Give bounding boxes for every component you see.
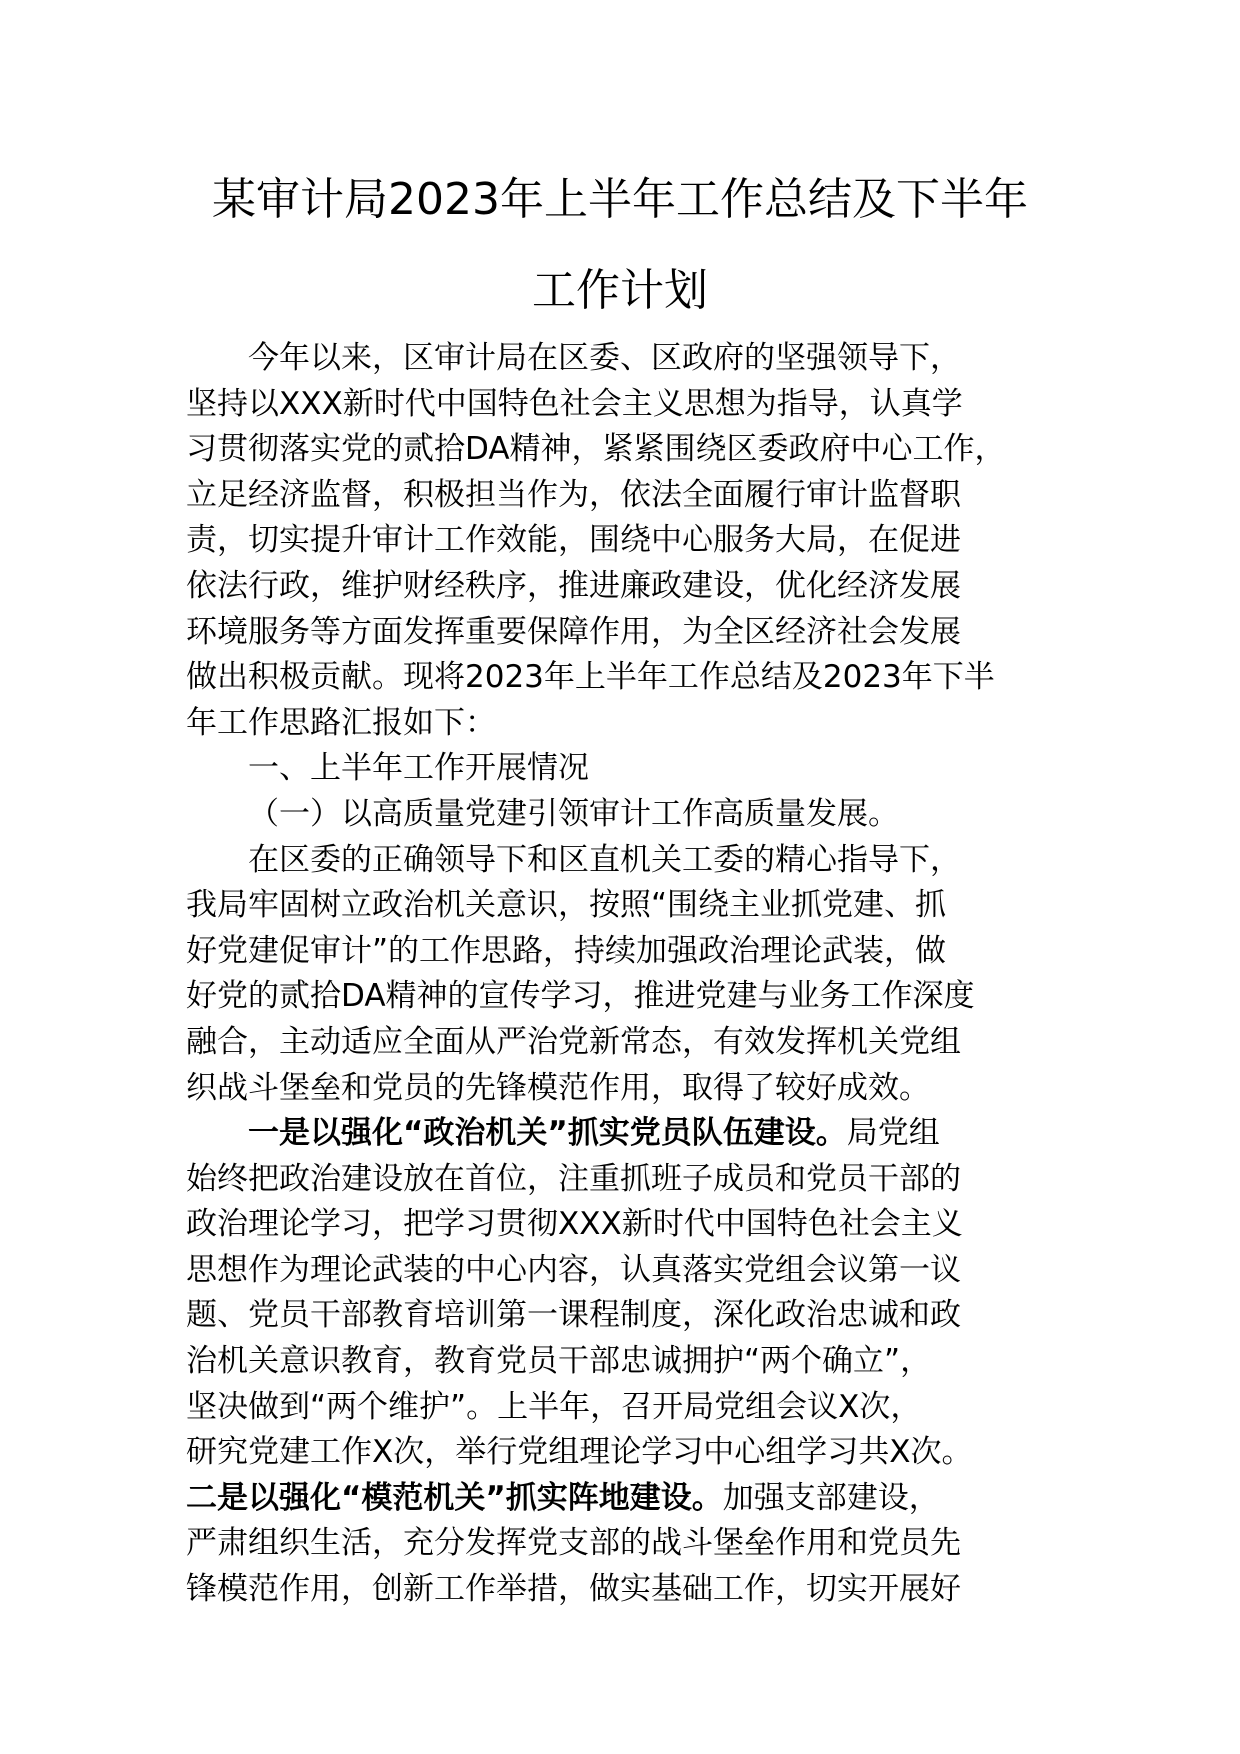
paragraph-line: 好党建促审计”的工作思路，持续加强政治理论武装，做 [186,932,947,969]
point-1-heading: 一是以强化“政治机关”抓实党员队伍建设。 [248,1115,847,1152]
point-2-heading: 二是以强化“模范机关”抓实阵地建设。 [186,1479,723,1516]
paragraph-line: 政治理论学习，把学习贯彻XXX新时代中国特色社会主义 [186,1206,963,1243]
document-title-line-1: 某审计局2023年上半年工作总结及下半年 [212,174,1028,225]
point-2-first-line [186,1476,1086,1522]
intro-line: 立足经济监督，积极担当作为，依法全面履行审计监督职 [186,476,961,513]
paragraph-line: 思想作为理论武装的中心内容，认真落实党组会议第一议 [186,1251,961,1288]
intro-line: 坚持以XXX新时代中国特色社会主义思想为指导，认真学 [186,385,963,422]
intro-line: 环境服务等方面发挥重要保障作用，为全区经济社会发展 [186,613,961,650]
section-heading: 一、上半年工作开展情况 [248,750,589,787]
paragraph-line: 我局牢固树立政治机关意识，按照“围绕主业抓党建、抓 [186,887,947,924]
paragraph-line: 坚决做到“两个维护”。上半年，召开局党组会议X次， [186,1388,922,1425]
document-title-line-2: 工作计划 [532,265,708,316]
paragraph-line: 在区委的正确领导下和区直机关工委的精心指导下， [248,841,961,878]
intro-line: 做出积极贡献。现将2023年上半年工作总结及2023年下半 [186,659,995,696]
paragraph-line: 治机关意识教育，教育党员干部忠诚拥护“两个确立”， [186,1343,932,1380]
point-1-text: 局党组 [846,1115,940,1152]
intro-line: 习贯彻落实党的贰拾DA精神，紧紧围绕区委政府中心工作， [186,431,1006,468]
point-2-text: 加强支部建设， [722,1479,940,1516]
paragraph-line: 锋模范作用，创新工作举措，做实基础工作，切实开展好 [186,1571,961,1608]
paragraph-line: 融合，主动适应全面从严治党新常态，有效发挥机关党组 [186,1023,961,1060]
intro-line: 依法行政，维护财经秩序，推进廉政建设，优化经济发展 [186,567,961,604]
paragraph-line: 题、党员干部教育培训第一课程制度，深化政治忠诚和政 [186,1297,961,1334]
paragraph-line: 研究党建工作X次，举行党组理论学习中心组学习共X次。 [186,1434,973,1471]
paragraph-line: 始终把政治建设放在首位，注重抓班子成员和党员干部的 [186,1160,961,1197]
paragraph-line: 好党的贰拾DA精神的宣传学习，推进党建与业务工作深度 [186,978,975,1015]
intro-line: 今年以来，区审计局在区委、区政府的坚强领导下， [248,340,961,376]
subsection-heading: （一）以高质量党建引领审计工作高质量发展。 [248,795,899,832]
point-1-first-line [186,1111,1086,1157]
paragraph-line: 织战斗堡垒和党员的先锋模范作用，取得了较好成效。 [186,1069,930,1106]
document-body [186,336,1086,1613]
paragraph-line: 严肃组织生活，充分发挥党支部的战斗堡垒作用和党员先 [186,1525,961,1562]
intro-line: 年工作思路汇报如下： [186,704,496,741]
intro-line: 责，切实提升审计工作效能，围绕中心服务大局，在促进 [186,522,961,559]
